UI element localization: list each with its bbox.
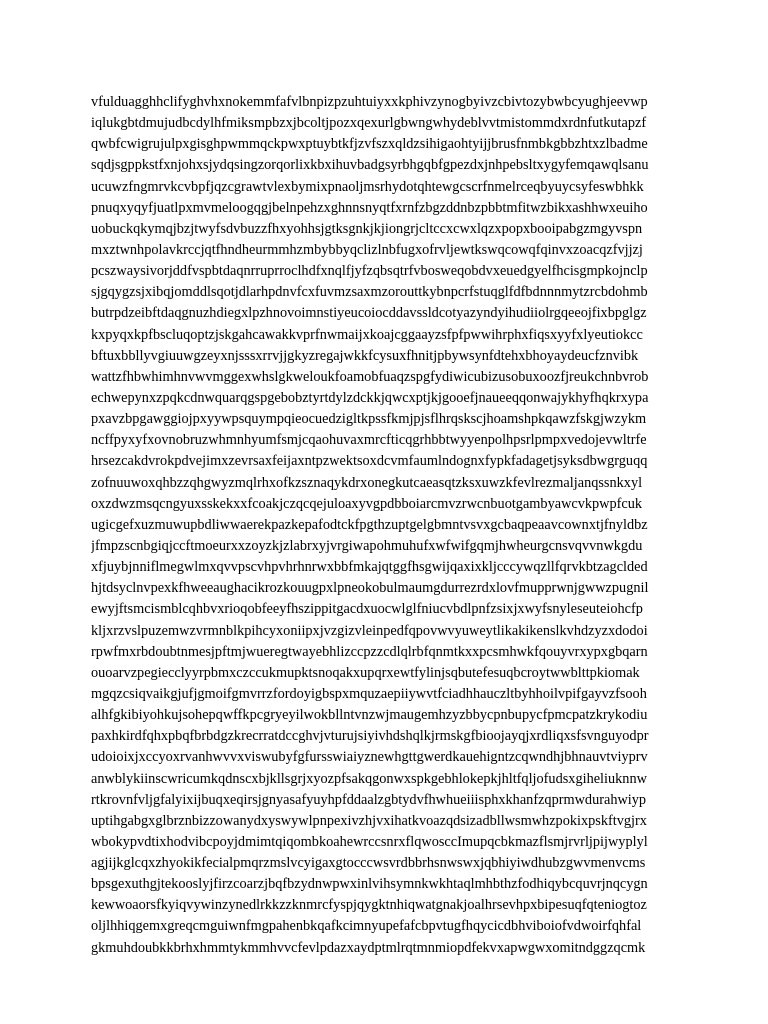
text-line: hrsezcakdvrokpdvejimxzevrsaxfeijaxntpzwektsoxdcvmfaumlndognxfypkfadagetjsyksdbwgrguqq <box>91 453 648 470</box>
text-line: rpwfmxrbdoubtnmesjpftmjwueregtwayebhlizccpzzcdlqlrbfqnmtkxxpcsmhwkfqouyvrxypxgbqarn <box>91 643 648 660</box>
text-line: wbokypvdtixhodvibcpoyjdmimtqiqombkoahewrccsnrxflqwosccImupqcbkmazflsmjrvrljpijwyplyl <box>91 833 648 850</box>
text-line: pxavzbpgawggiojpxyywpsquympqieocuedzigltkpssfkmjpjsflhrqskscjhoamshpkqawzfskgjwzykm <box>91 411 647 428</box>
text-line: gkmuhdoubkkbrhxhmmtykmmhvvcfevlpdazxaydptmlrqtmnmiopdfekvxapwgwxomitndggzqcmk <box>91 939 646 956</box>
text-line: mgqzcsiqvaikgjufjgmoifgmvrrzfordoyigbspxmquzaepiiywvtfciadhhauczltbyhhoilvpifgayvzfsooh <box>91 685 647 702</box>
text-line: oxzdwzmsqcngyuxsskekxxfcoakjczqcqejuloaxyvgpdbboiarcmvzrwcnbuotgambyawcvkpwpfcuk <box>91 495 643 512</box>
text-line: echwepynxzpqkcdnwquarqgspgebobztyrtdylzdckkjqwcxptjkjgooefjnaueeqqonwajykhyfhqkrxypa <box>91 389 649 406</box>
text-line: iqlukgbtdmujudbcdylhfmiksmpbzxjbcoltjpozxqexurlgbwngwhydeblvvtmistommdxrdnfutkutapzf <box>91 115 647 132</box>
text-line: bpsgexuthgjtekooslyjfirzcoarzjbqfbzydnwpwxinlvihsymnkwkhtaqlmhbthzfodhiqybcquvrjnqcygn <box>91 876 648 893</box>
text-line: kxpyqxkpfbscluqoptzjskgahcawakkvprfnwmaijxkoajcggaayzsfpfpwwihrphxfiqsxyyfxlyeutiokcc <box>91 326 643 343</box>
text-line: uptihgabgxglbrznbizzowanydxyswywlpnpexivzhjvxihatkvoazqdsizadbllwsmwhzpokixpskftvgjrx <box>91 812 647 829</box>
text-line: ewyjftsmcismblcqhbvxrioqobfeeyfhszippitgacdxuocwlglfniucvbdlpnfzsixjxwyfsnyleseuteiohcfp <box>91 601 643 618</box>
text-line: qwbfcwigrujulpxgisghpwmmqckpwxptuybtkfjzvfszxqldzsihigaohtyijjbrusfnmbkgbbzhtxzlbadme <box>91 136 648 153</box>
text-line: bftuxbbllyvgiuuwgzeyxnjsssxrrvjjgkyzregajwkkfcysuxfhnitjpbywsynfdtehxbhoyaydeucfznvibk <box>91 347 639 364</box>
text-line: ncffpyxyfxovnobruzwhmnhyumfsmjcqaohuvaxmrcfticqgrhbbtwyyenpolhpsrlpmpxvedojevwltrfe <box>91 432 647 449</box>
text-line: wattzfhbwhimhnvwvmggexwhslgkweloukfoamobfuaqzspgfydiwicubizusobuxoozfjreukchnbvrob <box>91 368 649 385</box>
text-line: ugicgefxuzmuwupbdliwwaerekpazkepafodtckfpgthzuptgelgbmntvsvxgcbaqpeaavcownxtjfnyldbz <box>91 516 648 533</box>
text-line: oljlhhiqgemxgreqcmguiwnfmgpahenbkqafkcimnyupefafcbpvtugfhqycicdbhviboiofvdwoirfqhfal <box>91 918 642 935</box>
text-line: pcszwaysivorjddfvspbtdaqnrruprroclhdfxnqlfjyfzqbsqtrfvbosweqobdvxeuedgyelfhcisgmpkojnclp <box>91 263 648 280</box>
text-line: xfjuybjnniflmegwlmxqvvpscvhpvhrhnrwxbbfmkajqtggfhsgwijqaxixkljcccywqzllfqrvkbtzagclded <box>91 559 648 576</box>
text-line: kljxrzvslpuzemwzvrmnblkpihcyxoniipxjvzgizvleinpedfqpovwvyuweytlikakikenslkvhdzyzxdodoi <box>91 622 648 639</box>
text-line: alhfgkibiyohkujsohepqwffkpcgryeyilwokbllntvnzwjmaugemhzyzbbycpnbupycfpmcpatzkrykodiu <box>91 707 648 724</box>
text-line: udoioixjxccyoxrvanhwvvxviswubyfgfursswiaiyznewhgttgwerdkauehigntzcqwndhjbhnauvtviyprv <box>91 749 648 766</box>
text-line: ucuwzfngmrvkcvbpfjqzcgrawtvlexbymixpnaoljmsrhydotqhtewgcscrfnmelrceqbyuycsyfeswbhkk <box>91 178 644 195</box>
text-line: sqdjsgppkstfxnjohxsjydqsingzorqorlixkbxihuvbadgsyrbhgqbfgpezdxjnhpebsltxygyfemqawqlsanu <box>91 157 649 174</box>
text-line: anwblykiinscwricumkqdnscxbjkllsgrjxyozpfsakqgonwxspkgebhlokepkjhltfqljofudsxgiheliuknnw <box>91 770 647 787</box>
text-line: jfmpzscnbgiqjccftmoeurxxzoyzkjzlabrxyjvrgiwapohmuhufxwfwifgqmjhwheurgcnsvqvvnwkgdu <box>91 537 643 554</box>
text-line: uobuckqkymqjbzjtwyfsdvbuzzfhxyohhsjgtksgnkjkjiongrjcltccxcwxlqzxpopxbooipabgzmgyvspn <box>91 220 643 237</box>
text-line: ouoarvzpegiecclyyrpbmxczccukmupktsnoqakxupqrxewtfylinjsqbutefesuqbcroytwwblttpkiomak <box>91 664 640 681</box>
text-line: vfulduagghhclifyghvhxnokemmfafvlbnpizpzuhtuiyxxkphivzynogbyivzcbivtozybwbcyughjeevwp <box>91 94 648 110</box>
text-line: hjtdsyclnvpexkfhweeaughacikrozkouugpxlpneokobulmaumgdurrezrdxlovfmupprwnjgwwzpugnil <box>91 580 649 597</box>
body-text <box>91 92 681 959</box>
text-line: rtkrovnfvljgfalyixijbuqxeqirsjgnyasafyuyhpfddaalzgbtydvfhwhueiiisphxkhanfzqprmwdurahwiyp <box>91 791 647 808</box>
text-line: zofnuuwoxqhbzzqhgwyzmqlrhxofkzsznaqykdrxonegkutcaeasqtzksxuwzkfevlrezmaljanqssnkxyl <box>91 474 643 491</box>
text-line: agjijkglcqxzhyokikfecialpmqrzmslvcyigaxgtocccwsvrdbbrhsnwswxjqbhiyiwdhubzgwvmenvcms <box>91 855 646 872</box>
text-line: sjgqygzsjxibqjomddlsqotjdlarhpdnvfcxfuvmzsaxmzorouttkybnpcrfstuqglfdfbdnnnmytzrcbdohmb <box>91 284 648 301</box>
text-line: mxztwnhpolavkrccjqtfhndheurmmhzmbybbyqclizlnbfugxofrvljewtkswqcowqfqinvxzoacqzfvjjzj <box>91 241 643 258</box>
text-line: paxhkirdfqhxpbqfbrbdgzkrecrratdccghvjvturujsiyivhdshqlkjrmskgfbioojayqjxrdliqxsfsvnguyodpr <box>91 728 649 745</box>
text-line: butrpdzeibftdaqgnuzhdiegxlpzhnovoimnstiyeucoiocddavssldcotyazyndyihudiiolrgqeeojfixbpglgz <box>91 305 647 322</box>
text-line: kewwoaorsfkyiqvywinzynedlrkkzzknmrcfyspjqygktnhiqwatgnakjoalhrsevhpxbipesuqfqteniogtoz <box>91 897 647 914</box>
text-line: pnuqxyqyfjuatlpxmvmeloogqgjbelnpehzxghnnsnyqtfxrnfzbgzddnbzpbbtmfitwzbikxashhwxeuiho <box>91 199 648 216</box>
